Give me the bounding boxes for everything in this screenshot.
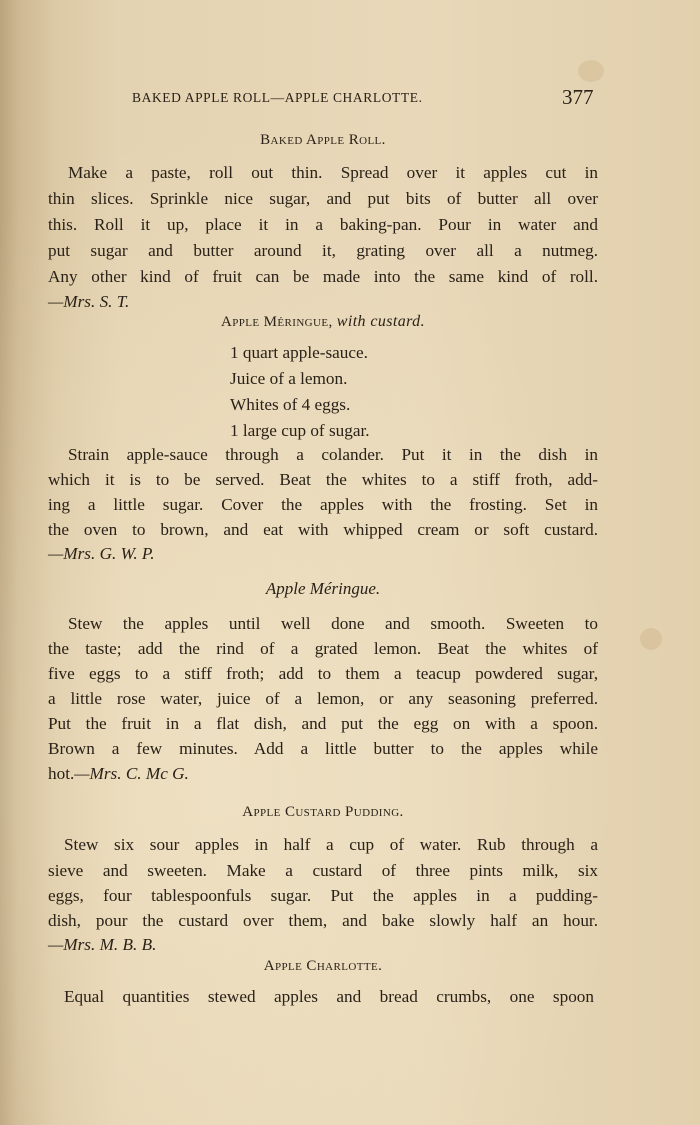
running-head-title: BAKED APPLE ROLL—APPLE CHARLOTTE. [132,90,423,105]
ingredient-line: Whites of 4 eggs. [230,395,351,414]
recipe-heading: Apple Méringue, [221,314,333,330]
recipe-heading-italic: with custard. [336,313,425,330]
recipe-signature: —Mrs. S. T. [48,292,130,311]
ingredient-line: 1 quart apple-sauce. [230,343,368,362]
text-line: dish, pour the custard over them, and bake slowly half an hour. [48,911,598,930]
running-head [0,85,700,116]
recipe-heading: Baked Apple Roll. [260,132,386,148]
text-line: five eggs to a stiff froth; add to them a teacup powdered sugar, [48,664,598,683]
text-line: Stew the apples until well done and smooth. Sweeten to [68,614,598,633]
recipe-heading: Apple Custard Pudding. [242,804,404,820]
text-line: ing a little sugar. Cover the apples with the frosting. Set in [48,495,598,514]
recipe-signature: —Mrs. M. B. B. [48,935,157,954]
text-line: Strain apple-sauce through a colander. Put it in the dish in [68,445,598,464]
ingredient-line: Juice of a lemon. [230,369,348,388]
text-line: Put the fruit in a flat dish, and put the egg on with a spoon. [48,714,598,733]
text-line: this. Roll it up, place it in a baking-pan. Pour in water and [48,215,598,234]
text-line: put sugar and butter around it, grating over all a nutmeg. [48,241,598,260]
ingredient-line: 1 large cup of sugar. [230,421,370,440]
text-line: Make a paste, roll out thin. Spread over it apples cut in [68,163,598,182]
recipe-heading-wrap [48,313,598,331]
recipe-signature: —Mrs. C. Mc G. [74,764,189,783]
paper-stain [640,628,662,650]
text-line: the oven to brown, and eat with whipped cream or soft custard. [48,520,598,539]
recipe-signature: —Mrs. G. W. P. [48,544,155,563]
text-line: a little rose water, juice of a lemon, or any seasoning preferred. [48,689,598,708]
recipe-heading: Apple Charlotte. [263,958,383,974]
text-line: thin slices. Sprinkle nice sugar, and put bits of butter all over [48,189,598,208]
text-line: eggs, four tablespoonfuls sugar. Put the apples in a pudding- [48,886,598,905]
text-line: sieve and sweeten. Make a custard of three pints milk, six [48,861,598,880]
recipe-heading: Apple Méringue. [265,579,381,598]
text-line: the taste; add the rind of a grated lemon. Beat the whites of [48,639,598,658]
text-fragment: hot. [48,764,75,783]
page-number: 377 [562,85,594,109]
text-line: Any other kind of fruit can be made into the same kind of roll. [48,267,598,286]
text-line: which it is to be served. Beat the whites to a stiff froth, add- [48,470,598,489]
text-line: Stew six sour apples in half a cup of water. Rub through a [64,835,598,854]
text-line-last [48,761,598,787]
text-line: Brown a few minutes. Add a little butter to the apples while [48,739,598,758]
text-line: Equal quantities stewed apples and bread crumbs, one spoon [64,987,594,1006]
paper-stain [578,60,604,82]
